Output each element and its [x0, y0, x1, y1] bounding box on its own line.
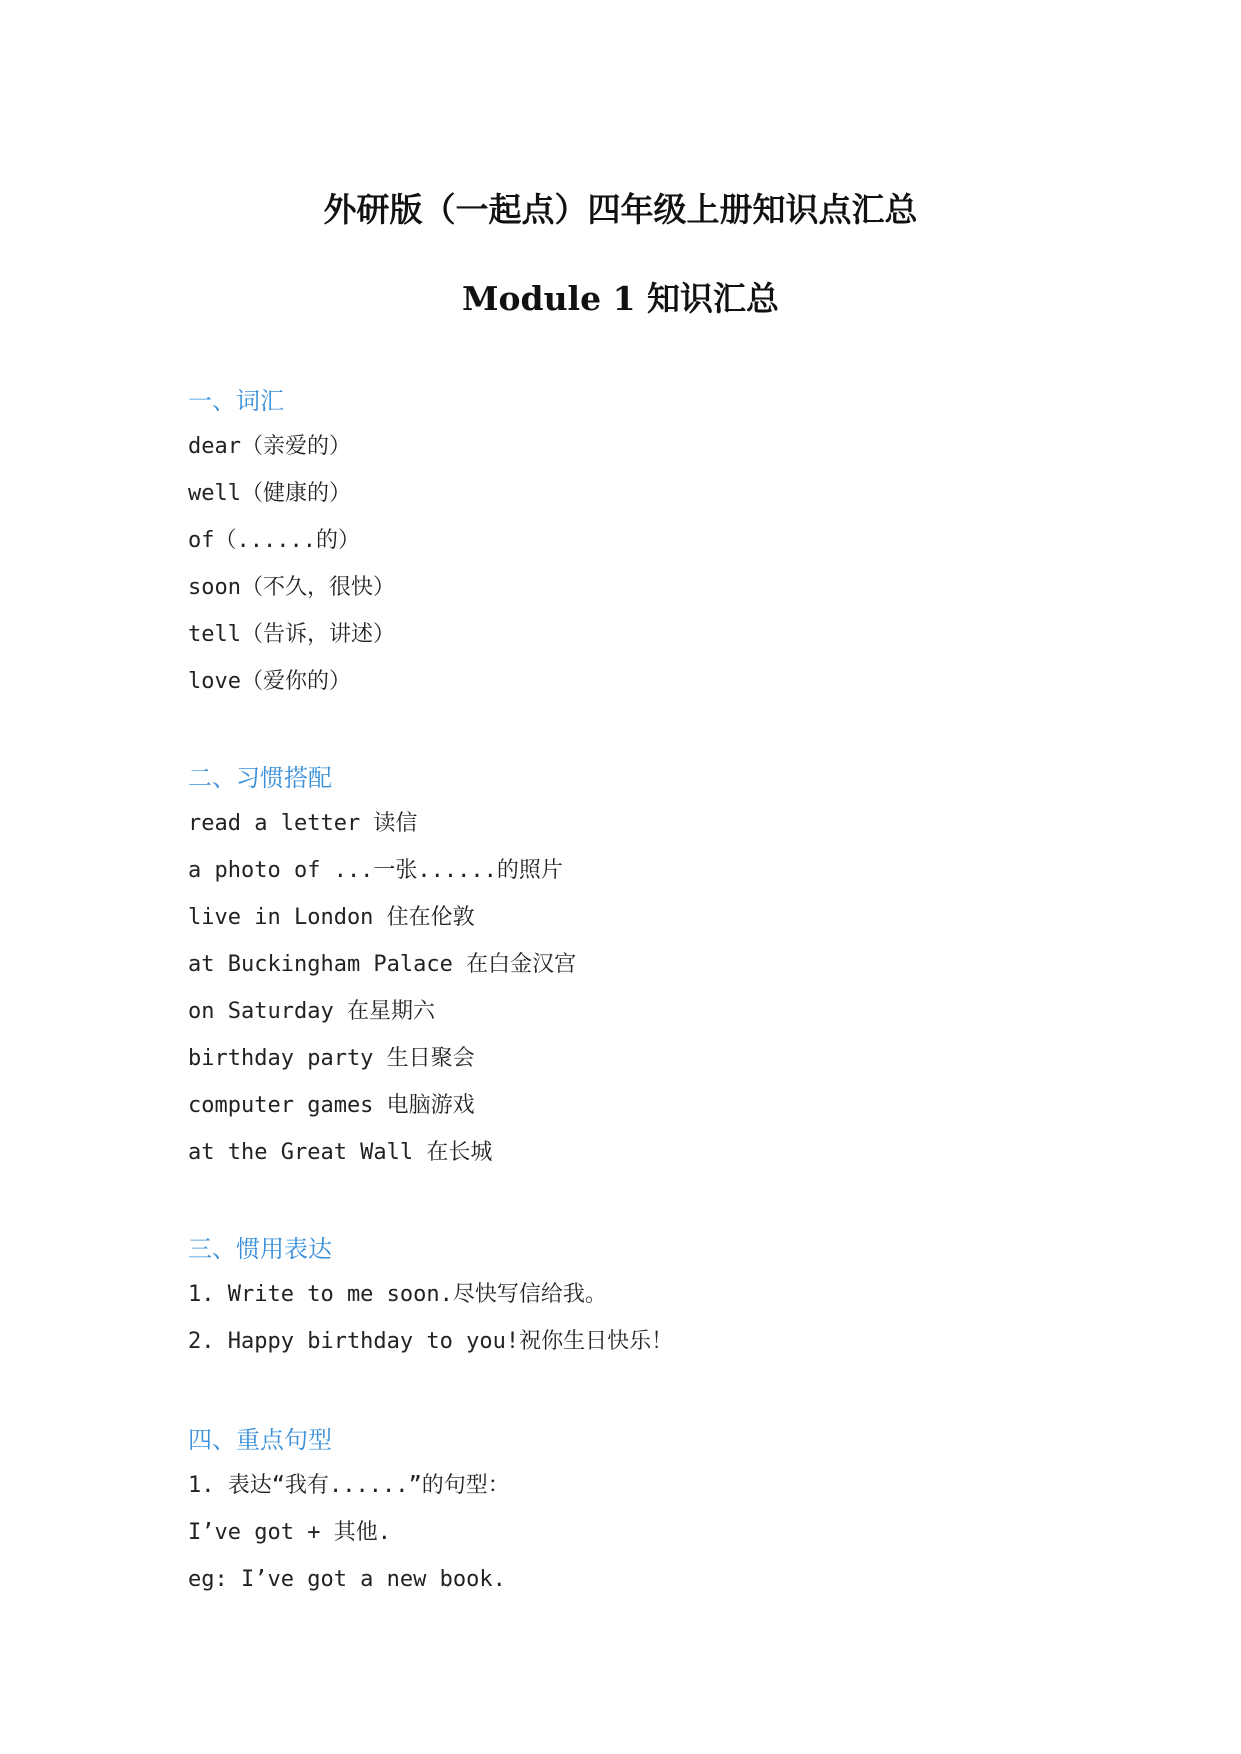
list-item: 1. Write to me soon.尽快写信给我。 [188, 1282, 607, 1307]
list-item: soon（不久，很快） [188, 575, 395, 600]
list-item: at Buckingham Palace 在白金汉宫 [188, 952, 577, 977]
list-item: at the Great Wall 在长城 [188, 1140, 493, 1165]
list-item: tell（告诉，讲述） [188, 622, 395, 647]
section-heading-collocations: 二、习惯搭配 [188, 764, 332, 792]
list-item: live in London 住在伦敦 [188, 905, 475, 930]
module-title: Module 1 知识汇总 [461, 279, 780, 318]
list-item: well（健康的） [188, 481, 351, 506]
section-heading-key-sentences: 四、重点句型 [188, 1426, 332, 1454]
list-item: of（......的） [188, 528, 360, 553]
list-item: 2. Happy birthday to you!祝你生日快乐！ [188, 1329, 674, 1354]
list-item: dear（亲爱的） [188, 434, 351, 459]
list-item: on Saturday 在星期六 [188, 999, 435, 1024]
section-heading-expressions: 三、惯用表达 [188, 1235, 332, 1263]
list-item: computer games 电脑游戏 [188, 1093, 475, 1118]
list-item: a photo of ...一张......的照片 [188, 858, 563, 883]
section-heading-vocabulary: 一、词汇 [188, 387, 284, 415]
list-item: love（爱你的） [188, 669, 351, 694]
list-item: eg: I’ve got a new book. [188, 1567, 506, 1592]
list-item: I’ve got + 其他. [188, 1520, 391, 1545]
document-title: 外研版（一起点）四年级上册知识点汇总 [323, 190, 918, 229]
list-item: read a letter 读信 [188, 811, 418, 836]
list-item: 1. 表达“我有......”的句型： [188, 1473, 510, 1498]
list-item: birthday party 生日聚会 [188, 1046, 475, 1071]
